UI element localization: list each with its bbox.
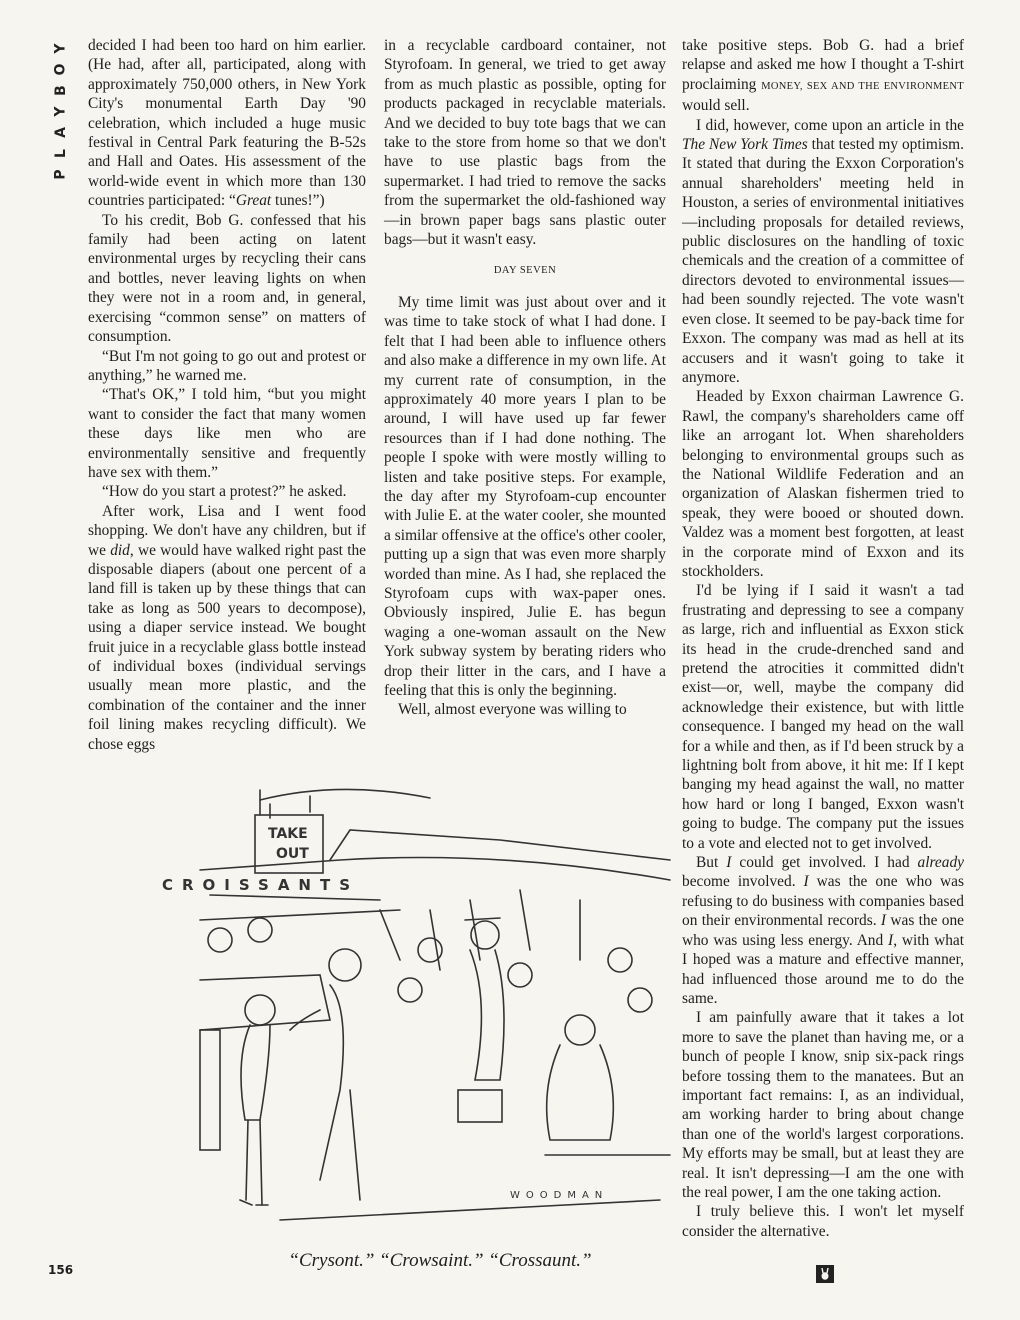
cartoon-caption: “Crysont.” “Crowsaint.” “Crossaunt.” <box>288 1250 592 1271</box>
magazine-letter: O <box>52 63 69 76</box>
paragraph: To his credit, Bob G. confessed that his family had been acting on latent environmental urges by recycling their cans and bottles, never leaving lights on when they were not in a room and, in general, exercising “common sense” on matters of consumption. <box>88 211 366 346</box>
paragraph: decided I had been too hard on him earlier. (He had, after all, participated, along with approximately 750,000 others, in New York City's monumental Earth Day '90 celebration, which included a huge music festival in Central Park featuring the B-52s and Hall and Oates. His assessment of the world-wide event in which more than 130 countries participated: “Great tunes!”) <box>88 37 366 210</box>
paragraph: My time limit was just about over and it was time to take stock of what I had done. I felt that I had been able to influence others and also make a difference in my own life. At my current rate of consumption, in the approximately 40 more years I plan to be around, I will have used up far fewer resources than if I had done nothing. The people I spoke with were mostly willing to listen and take positive steps. For example, the day after my Styrofoam-cup encounter with Julie E. at the water cooler, she mounted a similar offensive at the office's other cooler, putting up a sign that was even more sharply worded than mine. As I had, she replaced the Styrofoam cups with wax-paper ones. Obviously inspired, Julie E. has begun waging a one-woman assault on the New York subway system by berating riders who drop their litter in the cars, and I have a feeling that this is only the beginning. <box>384 293 666 699</box>
paragraph: in a recyclable cardboard container, not Styrofoam. In general, we tried to get away from as much plastic as possible, opting for products packaged in recyclable materials. And we decided to buy tote bags that we can take to the store from home so that we don't have to use plastic bags from the supermarket. I had tried to remove the sacks from the supermarket the old-fashioned way—in brown paper bags sans plastic outer bags—but it wasn't easy. <box>384 37 666 249</box>
paragraph: I truly believe this. I won't let myself consider the alternative. <box>682 1203 964 1240</box>
magazine-letter: A <box>52 127 69 138</box>
article-column-3 <box>682 36 964 1241</box>
paragraph: “But I'm not going to go out and protest or anything,” he warned me. <box>88 347 366 384</box>
paragraph: Headed by Exxon chairman Lawrence G. Rawl, the company's shareholders came off like an arrogant lot. When shareholders belonging to environmental groups such as the National Wildlife Federation and an organization of Alaskan fishermen tried to speak, they were booed or shouted down. Valdez was a moment best forgotten, at least in the corporate mind of Exxon and its stockholders. <box>682 388 964 580</box>
cartoonist-signature: WOODMAN <box>510 1190 609 1201</box>
magazine-name-vertical <box>46 38 76 185</box>
paragraph: But I could get involved. I had already become involved. I was the one who was refusing to do business with companies based on their environmental records. I was the one who was using less energy. And I, with what I hoped was a mature and effective manner, had influenced those around me to do the same. <box>682 854 965 1007</box>
article-column-2 <box>384 36 666 720</box>
paragraph: “That's OK,” I told him, “but you might want to consider the fact that many women these days like men who are environmentally sensitive and frequently have sex with them.” <box>88 386 366 481</box>
page-number: 156 <box>48 1263 74 1277</box>
paragraph: I'd be lying if I said it wasn't a tad frustrating and depressing to see a company as large, rich and influential as Exxon stick its head in the crude-drenched sand and pretend the atrocities it committed didn't exist—or, well, maybe the company did acknowledge their existence, but with little consequence. I banged my head on the wall for a while and then, as if I'd been struck by a lightning bolt from above, it hit me: If I kept banging my head against the wall, no matter how hard or long I banged, Exxon wasn't going to budge. The company put the issues to a vote and elected not to get involved. <box>682 582 964 852</box>
paragraph: I did, however, come upon an article in the The New York Times that tested my optimism. It stated that during the Exxon Corporation's annual shareholders' meeting held in Houston, a series of environmental initiatives—including proposals for detailed reviews, public disclosures on the handling of toxic chemicals and the creation of a committee of directors devoted to environmental issues—had been soundly rejected. The vote wasn't even close. It seemed to be pay-back time for Exxon. The company was mad as hell at its accusers and it wasn't going to take it anymore. <box>682 116 964 386</box>
takeout-sign-line-2: OUT <box>276 846 309 862</box>
magazine-letter: Y <box>52 106 69 117</box>
magazine-letter: Y <box>52 43 69 54</box>
paragraph: After work, Lisa and I went food shopping. We don't have any children, but if we did, we would have walked right past the disposable diapers (about one percent of a land fill is taken up by these things that can take as long as 500 years to decompose), using a diaper service instead. We bought fruit juice in a recyclable glass bottle instead of individual boxes (individual servings usually mean more plastic, and the combination of the container and the inner foil lining makes recycling difficult). We chose eggs <box>88 502 366 753</box>
awning-text: CROISSANTS <box>162 876 360 894</box>
article-column-1 <box>88 36 366 754</box>
rabbit-head-end-mark-icon <box>816 1265 834 1283</box>
paragraph: “How do you start a protest?” he asked. <box>102 483 347 501</box>
magazine-letter: B <box>52 85 69 96</box>
paragraph: take positive steps. Bob G. had a brief relapse and asked me how I thought a T-shirt proclaiming MONEY, SEX AND THE ENVIRONMENT would sell. <box>682 37 964 115</box>
paragraph: I am painfully aware that it takes a lot more to save the planet than having me, or a bunch of people I know, snip six-pack rings before tossing them to the manatees. But an important fact remains: I, as an individual, am working harder to bring about change than one of the world's largest corporations. My efforts may be small, but at least they are real. It isn't depressing—I am the one with the real power, I am the one taking action. <box>682 1009 964 1201</box>
takeout-sign-line-1: TAKE <box>268 826 308 842</box>
paragraph: Well, almost everyone was willing to <box>398 701 627 719</box>
magazine-letter: P <box>52 169 69 180</box>
magazine-letter: L <box>52 149 69 158</box>
cartoon-illustration <box>162 760 670 1240</box>
section-heading: DAY SEVEN <box>493 265 557 277</box>
